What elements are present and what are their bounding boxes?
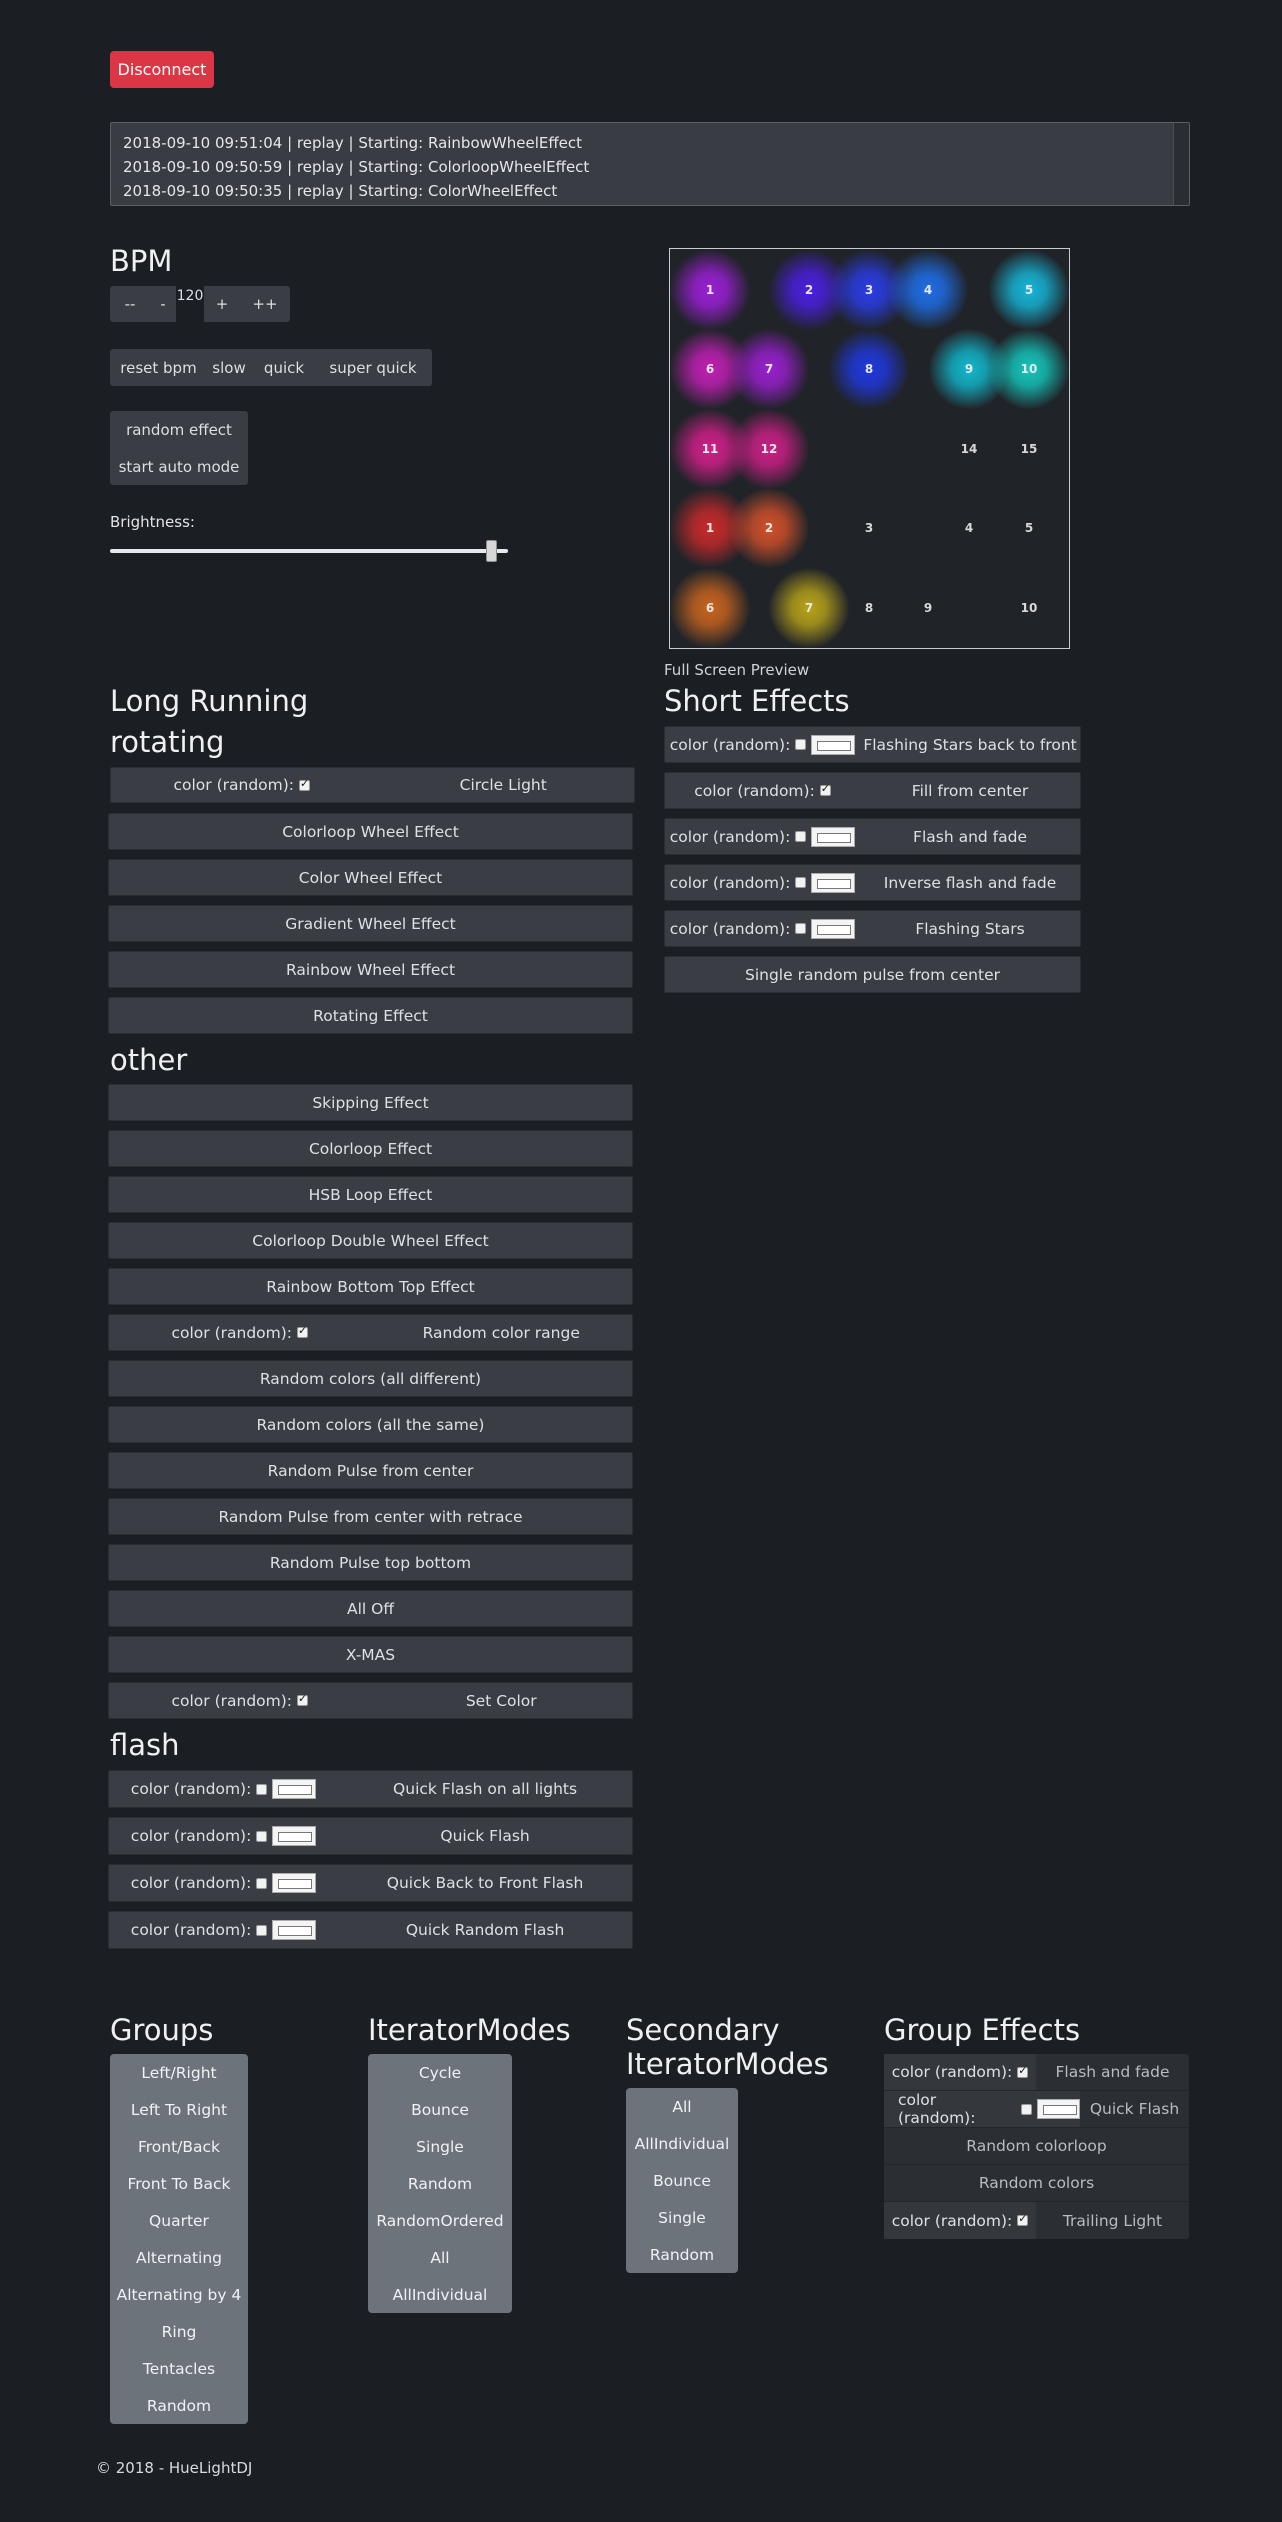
preview-lamp: 11 <box>670 409 750 489</box>
flashing-stars-button[interactable]: Flashing Stars <box>915 919 1025 938</box>
preview-lamp: 12 <box>729 409 809 489</box>
long-running-title: Long Running <box>110 684 309 718</box>
other-title: other <box>110 1043 188 1077</box>
inverse-flash-and-fade-row <box>664 864 1081 901</box>
flashing-stars-back-to-front-button[interactable]: Flashing Stars back to front <box>863 735 1077 754</box>
color-random-checkbox[interactable] <box>795 739 806 750</box>
preview-lamp: 6 <box>670 568 750 648</box>
group-item[interactable]: Quarter <box>149 2211 209 2230</box>
color-random-checkbox[interactable] <box>1017 2067 1028 2078</box>
flash-title: flash <box>110 1728 180 1762</box>
color-random-checkbox[interactable] <box>1021 2104 1032 2115</box>
groups-list <box>110 2054 248 2424</box>
color-random-label: color (random): <box>891 2063 1013 2081</box>
preview-lamp: 15 <box>1020 442 1038 456</box>
preview-lamp: 1 <box>670 488 750 568</box>
color-random-checkbox[interactable] <box>795 923 806 934</box>
brightness-label: Brightness: <box>110 513 195 531</box>
color-random-checkbox[interactable] <box>297 1695 308 1706</box>
quick-flash-button[interactable]: Quick Flash <box>440 1827 530 1845</box>
color-random-checkbox[interactable] <box>256 1925 267 1936</box>
quick-random-flash-row <box>108 1911 633 1949</box>
short-effects-title: Short Effects <box>664 684 850 718</box>
quick-back-to-front-flash-button[interactable]: Quick Back to Front Flash <box>386 1874 584 1892</box>
color-random-label: color (random): <box>173 776 295 794</box>
quick-button[interactable]: quick <box>263 358 305 377</box>
color-picker[interactable] <box>811 919 855 939</box>
group-random-colorloop-row <box>884 2128 1189 2165</box>
flash-and-fade-button[interactable]: Flash and fade <box>913 827 1028 846</box>
fill-from-center-button[interactable]: Fill from center <box>911 781 1029 800</box>
iterator-mode-item[interactable]: All <box>430 2248 450 2267</box>
circle-light-button[interactable]: Circle Light <box>459 776 547 794</box>
set-color-button[interactable]: Set Color <box>465 1691 537 1710</box>
secondary-iterator-modes-title: Secondary <box>626 2013 780 2047</box>
group-quick-flash-button[interactable]: Quick Flash <box>1089 2100 1180 2118</box>
bpm-stepper <box>110 286 290 322</box>
random-pulse-top-bottom-button[interactable]: Random Pulse top bottom <box>108 1544 633 1581</box>
colorloop-double-wheel-effect-button[interactable]: Colorloop Double Wheel Effect <box>108 1222 633 1259</box>
preview-lamp: 10 <box>989 329 1069 409</box>
preview-lamp: 5 <box>989 250 1069 330</box>
flash-and-fade-row <box>664 818 1081 855</box>
preview-lamp: 5 <box>1024 521 1034 535</box>
secondary-iterator-mode-item[interactable]: Bounce <box>653 2171 711 2190</box>
preview-lamp: 2 <box>769 250 849 330</box>
flashing-stars-row <box>664 910 1081 947</box>
group-flash-fade-row <box>884 2054 1189 2091</box>
color-random-label: color (random): <box>898 2091 976 2127</box>
secondary-iterator-mode-item[interactable]: Random <box>649 2245 715 2264</box>
disconnect-button[interactable]: Disconnect <box>110 51 214 88</box>
color-picker[interactable] <box>272 1873 316 1893</box>
group-item[interactable]: Tentacles <box>142 2359 216 2378</box>
secondary-iterator-mode-item[interactable]: AllIndividual <box>634 2134 730 2153</box>
color-random-option <box>109 1873 338 1893</box>
group-item[interactable]: Left To Right <box>130 2100 228 2119</box>
iterator-mode-item[interactable]: Single <box>416 2137 464 2156</box>
preview-lamp: 14 <box>960 442 978 456</box>
color-random-label: color (random): <box>130 1780 252 1798</box>
inverse-flash-and-fade-button[interactable]: Inverse flash and fade <box>883 873 1057 892</box>
secondary-iterator-modes-list <box>626 2088 738 2273</box>
iterator-mode-item[interactable]: AllIndividual <box>392 2285 488 2304</box>
group-item[interactable]: Ring <box>161 2322 197 2341</box>
log-line: 2018-09-10 09:51:04 | replay | Starting: RainbowWheelEffect <box>123 134 583 152</box>
bpm-decrease-more-button[interactable]: -- <box>110 286 150 322</box>
quick-random-flash-button[interactable]: Quick Random Flash <box>405 1921 565 1939</box>
reset-bpm-button[interactable]: reset bpm <box>120 358 197 377</box>
preview-lamp: 10 <box>1020 601 1038 615</box>
log-scrollbar[interactable] <box>1173 123 1189 205</box>
full-screen-preview-link[interactable]: Full Screen Preview <box>664 661 810 679</box>
start-auto-mode-button[interactable]: start auto mode <box>118 457 240 476</box>
bpm-decrease-button[interactable]: - <box>150 286 176 322</box>
color-random-label: color (random): <box>130 1921 252 1939</box>
circle-light-row <box>110 767 635 803</box>
random-pulse-from-center-button[interactable]: Random Pulse from center <box>108 1452 633 1489</box>
brightness-slider[interactable] <box>110 549 508 553</box>
color-random-option <box>109 1779 338 1799</box>
color-random-label: color (random): <box>694 781 815 800</box>
group-trailing-light-button[interactable]: Trailing Light <box>1062 2211 1163 2230</box>
color-random-label: color (random): <box>130 1827 252 1845</box>
group-effects-list <box>884 2054 1189 2239</box>
fill-from-center-row <box>664 772 1081 809</box>
color-random-option <box>111 776 373 794</box>
slow-button[interactable]: slow <box>212 358 246 377</box>
secondary-iterator-mode-item[interactable]: All <box>672 2097 692 2116</box>
group-random-colorloop-button[interactable]: Random colorloop <box>966 2137 1107 2155</box>
color-picker[interactable] <box>811 827 855 847</box>
bpm-increase-button[interactable]: + <box>204 286 240 322</box>
bpm-increase-more-button[interactable]: ++ <box>240 286 290 322</box>
group-item[interactable]: Front To Back <box>127 2174 231 2193</box>
rotating-title: rotating <box>110 725 225 759</box>
group-item[interactable]: Front/Back <box>137 2137 221 2156</box>
preview-lamp: 6 <box>670 329 750 409</box>
color-random-checkbox[interactable] <box>299 780 310 791</box>
preview-lamp: 8 <box>829 329 909 409</box>
iterator-mode-item[interactable]: Bounce <box>411 2100 469 2119</box>
color-random-label: color (random): <box>669 827 791 846</box>
preview-lamp: 2 <box>729 488 809 568</box>
bpm-title: BPM <box>110 244 173 278</box>
color-picker[interactable] <box>272 1779 316 1799</box>
group-flash-and-fade-button[interactable]: Flash and fade <box>1055 2063 1170 2081</box>
color-random-checkbox[interactable] <box>795 831 806 842</box>
color-random-label: color (random): <box>130 1874 252 1892</box>
preview-lamp: 8 <box>864 601 874 615</box>
color-random-label: color (random): <box>891 2211 1013 2230</box>
log-panel[interactable] <box>110 122 1190 206</box>
color-random-checkbox[interactable] <box>1017 2215 1028 2226</box>
color-random-label: color (random): <box>171 1691 293 1710</box>
secondary-iterator-mode-item[interactable]: Single <box>658 2208 706 2227</box>
color-random-option <box>884 2054 1036 2090</box>
preview-lamp: 3 <box>864 521 874 535</box>
color-wheel-effect-button[interactable]: Color Wheel Effect <box>108 859 633 896</box>
single-random-pulse-button[interactable]: Single random pulse from center <box>664 956 1081 993</box>
color-random-checkbox[interactable] <box>297 1327 308 1338</box>
random-color-range-button[interactable]: Random color range <box>422 1323 580 1342</box>
quick-flash-all-row <box>108 1770 633 1808</box>
random-colors-all-different-button[interactable]: Random colors (all different) <box>108 1360 633 1397</box>
rainbow-bottom-top-effect-button[interactable]: Rainbow Bottom Top Effect <box>108 1268 633 1305</box>
preview-lamp: 4 <box>888 250 968 330</box>
quick-flash-row <box>108 1817 633 1855</box>
hsb-loop-effect-button[interactable]: HSB Loop Effect <box>108 1176 633 1213</box>
preview-lamp: 9 <box>923 601 933 615</box>
footer-copyright: © 2018 - HueLightDJ <box>96 2459 253 2477</box>
colorloop-wheel-effect-button[interactable]: Colorloop Wheel Effect <box>108 813 633 850</box>
quick-flash-all-lights-button[interactable]: Quick Flash on all lights <box>393 1780 578 1798</box>
color-random-label: color (random): <box>669 735 791 754</box>
color-random-checkbox[interactable] <box>820 785 831 796</box>
group-item[interactable]: Random <box>146 2396 212 2415</box>
color-random-label: color (random): <box>669 873 791 892</box>
log-line: 2018-09-10 09:50:59 | replay | Starting: ColorloopWheelEffect <box>123 158 590 176</box>
color-random-option <box>665 873 860 893</box>
color-random-label: color (random): <box>669 919 791 938</box>
group-random-colors-button[interactable]: Random colors <box>978 2174 1095 2192</box>
brightness-slider-thumb[interactable] <box>486 540 497 562</box>
color-random-option <box>665 919 860 939</box>
all-off-button[interactable]: All Off <box>108 1590 633 1627</box>
log-line: 2018-09-10 09:50:35 | replay | Starting: ColorWheelEffect <box>123 182 558 200</box>
skipping-effect-button[interactable]: Skipping Effect <box>108 1084 633 1121</box>
color-random-option <box>665 782 860 800</box>
iterator-mode-item[interactable]: Cycle <box>418 2063 462 2082</box>
color-random-option <box>109 1692 371 1710</box>
random-colors-all-same-button[interactable]: Random colors (all the same) <box>108 1406 633 1443</box>
xmas-button[interactable]: X-MAS <box>108 1636 633 1673</box>
group-item[interactable]: Alternating by 4 <box>116 2285 242 2304</box>
preview-lamp: 7 <box>729 329 809 409</box>
color-random-checkbox[interactable] <box>256 1878 267 1889</box>
iterator-modes-title: IteratorModes <box>368 2013 571 2047</box>
color-picker[interactable] <box>272 1826 316 1846</box>
group-item[interactable]: Left/Right <box>141 2063 217 2082</box>
color-random-option <box>109 1920 338 1940</box>
color-random-option <box>665 735 860 755</box>
light-preview <box>669 248 1070 649</box>
flashing-stars-back-front-row <box>664 726 1081 763</box>
preview-lamp: 9 <box>929 329 1009 409</box>
colorloop-effect-button[interactable]: Colorloop Effect <box>108 1130 633 1167</box>
random-effect-button[interactable]: random effect <box>126 420 232 439</box>
color-random-option <box>884 2202 1036 2239</box>
mode-button-group <box>110 411 248 485</box>
bpm-value: 120 <box>176 288 204 304</box>
preview-lamp: 4 <box>964 521 974 535</box>
color-picker[interactable] <box>272 1920 316 1940</box>
rainbow-wheel-effect-button[interactable]: Rainbow Wheel Effect <box>108 951 633 988</box>
group-quick-flash-row <box>884 2091 1189 2128</box>
speed-button-group <box>110 349 432 386</box>
set-color-row <box>108 1682 633 1719</box>
group-item[interactable]: Alternating <box>136 2248 222 2267</box>
color-picker[interactable] <box>811 735 855 755</box>
preview-lamp: 7 <box>769 568 849 648</box>
color-random-option <box>665 827 860 847</box>
color-random-checkbox[interactable] <box>256 1784 267 1795</box>
random-color-range-row <box>108 1314 633 1351</box>
group-trailing-light-row <box>884 2202 1189 2239</box>
color-random-label: color (random): <box>171 1323 293 1342</box>
quick-back-front-flash-row <box>108 1864 633 1902</box>
color-random-option <box>884 2091 1080 2127</box>
rotating-effect-button[interactable]: Rotating Effect <box>108 997 633 1034</box>
color-picker[interactable] <box>811 873 855 893</box>
iterator-modes-list <box>368 2054 512 2313</box>
color-random-checkbox[interactable] <box>795 877 806 888</box>
random-pulse-center-retrace-button[interactable]: Random Pulse from center with retrace <box>108 1498 633 1535</box>
groups-title: Groups <box>110 2013 214 2047</box>
iterator-mode-item[interactable]: Random <box>407 2174 473 2193</box>
gradient-wheel-effect-button[interactable]: Gradient Wheel Effect <box>108 905 633 942</box>
preview-lamp: 1 <box>670 250 750 330</box>
secondary-iterator-modes-title-line2: IteratorModes <box>626 2047 829 2081</box>
iterator-mode-item[interactable]: RandomOrdered <box>376 2211 504 2230</box>
color-random-option <box>109 1826 338 1846</box>
preview-lamp: 3 <box>829 250 909 330</box>
group-random-colors-row <box>884 2165 1189 2202</box>
color-picker[interactable] <box>1037 2099 1080 2119</box>
group-effects-title: Group Effects <box>884 2013 1081 2047</box>
color-random-option <box>109 1324 371 1342</box>
super-quick-button[interactable]: super quick <box>329 358 417 377</box>
color-random-checkbox[interactable] <box>256 1831 267 1842</box>
